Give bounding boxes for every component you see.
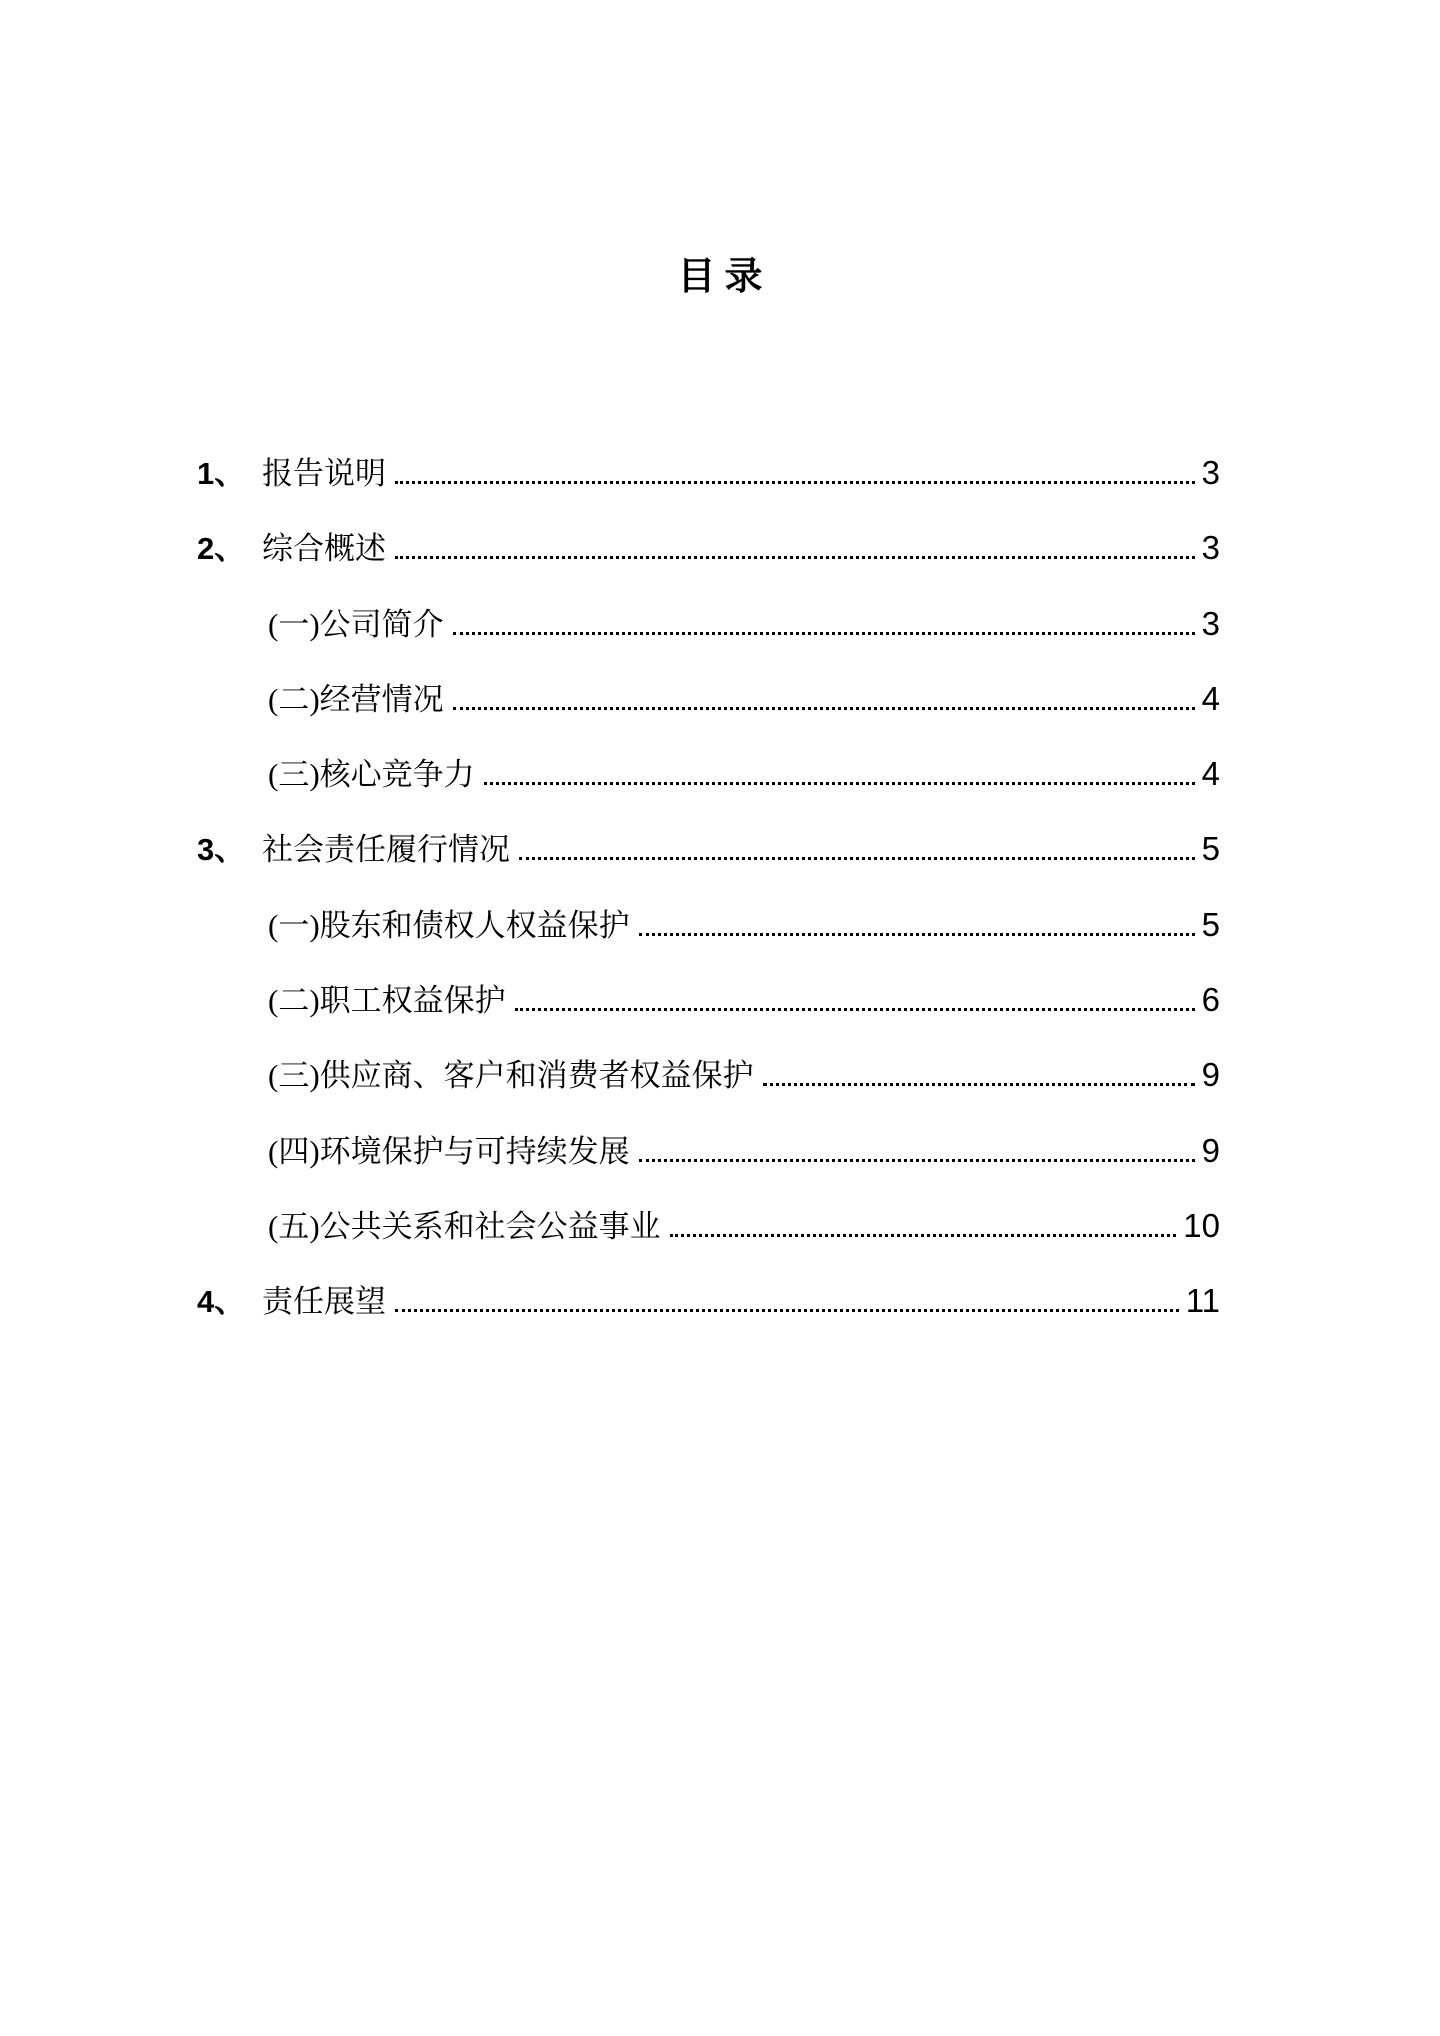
toc-entry[interactable] — [197, 510, 1220, 585]
dot-leader — [395, 481, 1195, 484]
toc-entry[interactable] — [197, 1037, 1220, 1112]
dot-leader — [639, 1159, 1195, 1162]
toc-entry-label: (三)供应商、客户和消费者权益保护 — [268, 1058, 754, 1094]
toc-entry-label: (三)核心竞争力 — [268, 757, 475, 793]
toc-entry[interactable] — [197, 586, 1220, 661]
dot-leader — [515, 1008, 1195, 1011]
toc-page-number: 5 — [1201, 830, 1220, 868]
toc-entry-label: (四)环境保护与可持续发展 — [268, 1133, 630, 1169]
toc-entry-prefix: 1、 — [197, 456, 246, 491]
toc-entry[interactable] — [197, 736, 1220, 811]
toc-entry-label: 报告说明 — [262, 456, 386, 491]
toc-entry[interactable] — [197, 1263, 1220, 1338]
dot-leader — [484, 782, 1195, 785]
toc-entry-prefix: 4、 — [197, 1284, 246, 1320]
toc-page-number: 4 — [1201, 755, 1220, 793]
toc-entry[interactable] — [197, 661, 1220, 736]
toc-entry[interactable] — [197, 1188, 1220, 1263]
dot-leader — [395, 556, 1195, 559]
toc-entry-prefix: 3、 — [197, 832, 246, 868]
toc-page-number: 5 — [1201, 905, 1220, 943]
toc-entry-label: (二)经营情况 — [268, 681, 444, 717]
dot-leader — [453, 707, 1195, 710]
toc-entry-label: 社会责任履行情况 — [262, 832, 510, 868]
dot-leader — [395, 1309, 1179, 1312]
page-title: 目录 — [677, 256, 772, 298]
toc-entry-prefix: 2、 — [197, 531, 246, 567]
dot-leader — [639, 933, 1195, 936]
toc-entry-label: 责任展望 — [262, 1284, 386, 1320]
toc-entry[interactable] — [197, 887, 1220, 962]
toc-entry[interactable] — [197, 962, 1220, 1037]
toc-page-number: 10 — [1183, 1206, 1220, 1244]
dot-leader — [519, 857, 1195, 860]
toc-page-number: 6 — [1201, 981, 1220, 1019]
toc-entry[interactable] — [197, 435, 1220, 510]
toc-page-number: 11 — [1185, 1282, 1220, 1320]
toc-page-number: 3 — [1201, 454, 1220, 491]
toc-page-number: 3 — [1201, 529, 1220, 567]
dot-leader — [453, 632, 1195, 635]
toc-entry-label: (五)公共关系和社会公益事业 — [268, 1208, 661, 1244]
toc-entry[interactable] — [197, 811, 1220, 886]
toc-page-number: 4 — [1201, 679, 1220, 717]
toc-entry-label: (一)公司简介 — [268, 606, 444, 642]
toc-entry-label: (二)职工权益保护 — [268, 983, 506, 1019]
toc-page-number: 3 — [1201, 604, 1220, 642]
toc-entry[interactable] — [197, 1113, 1220, 1188]
toc-entry-label: (一)股东和债权人权益保护 — [268, 907, 630, 943]
toc-list — [197, 435, 1220, 1339]
toc-entry-label: 综合概述 — [262, 531, 386, 567]
toc-page-number: 9 — [1201, 1131, 1220, 1169]
toc-page-number: 9 — [1201, 1056, 1220, 1094]
dot-leader — [670, 1234, 1177, 1237]
dot-leader — [763, 1083, 1195, 1086]
